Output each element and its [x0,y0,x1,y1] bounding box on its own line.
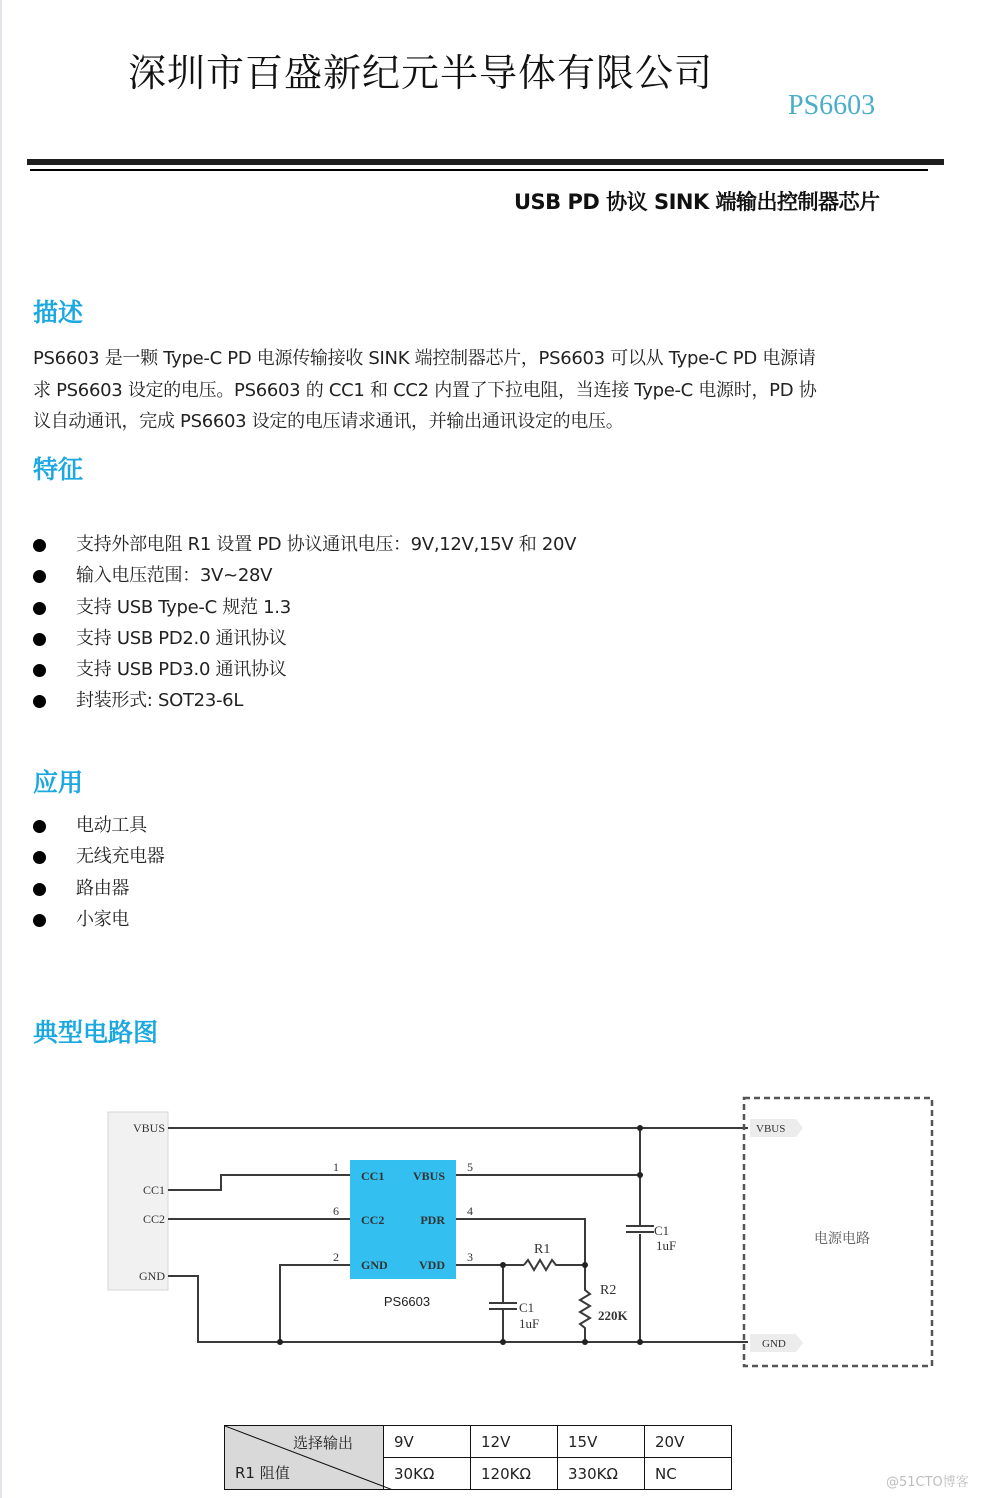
c1-small-value: 1uF [519,1316,540,1331]
c1-big-value: 1uF [656,1238,677,1253]
chip-pin-label: VDD [419,1258,445,1272]
chip-pin-label: PDR [420,1213,445,1227]
header-rule-thick [27,159,944,165]
section-title-applications: 应用 [33,768,84,797]
pin-number: 1 [333,1160,339,1174]
page-left-edge [0,0,2,1498]
c1-small-label: C1 [519,1300,535,1315]
chip-pin-label: GND [361,1258,388,1272]
pin-number: 6 [333,1204,339,1218]
section-title-description: 描述 [33,298,84,327]
connector-pin-label: CC2 [142,1212,165,1226]
bullet-icon [33,633,46,646]
pin-number: 2 [333,1250,339,1264]
connector-pin-label: VBUS [132,1121,165,1135]
r1-value-cell: 330KΩ [558,1458,645,1490]
description-line: PS6603 是一颗 Type-C PD 电源传输接收 SINK 端控制器芯片，PS6603 可以从 Type-C PD 电源请 [33,348,816,369]
r1-value-cell: 120KΩ [471,1458,558,1490]
power-block-label: 电源电路 [814,1231,870,1247]
bullet-icon [33,602,46,615]
chip-pin-label: VBUS [412,1169,445,1183]
connector-pin-label: GND [139,1269,165,1283]
r1-value-cell: 30KΩ [384,1458,471,1490]
r1-label: R1 [534,1242,551,1257]
connector-pin-label: CC1 [142,1183,165,1197]
output-voltage-cell: 15V [558,1426,645,1458]
pin-number: 5 [467,1160,473,1174]
bullet-icon [33,539,46,552]
section-title-circuit: 典型电路图 [33,1018,159,1047]
corner-bottom-label: R1 阻值 [235,1464,290,1482]
description-line: 议自动通讯，完成 PS6603 设定的电压请求通讯，并输出通讯设定的电压。 [33,411,624,432]
section-title-features: 特征 [33,455,84,484]
pin-number: 3 [467,1250,473,1264]
company-name: 深圳市百盛新纪元半导体有限公司 [128,51,714,95]
chip-pin-label: CC1 [361,1169,385,1183]
corner-top-label: 选择输出 [292,1434,353,1452]
table-row [225,1426,732,1458]
table-corner-header [225,1426,384,1490]
typec-connector-box [108,1112,168,1290]
r1-selection-table [224,1425,732,1490]
r2-label: R2 [600,1283,617,1298]
part-number: PS6603 [788,90,876,121]
r2-value: 220K [598,1308,628,1323]
bullet-icon [33,883,46,896]
document-subtitle: USB PD 协议 SINK 端输出控制器芯片 [514,190,880,214]
description-line: 求 PS6603 设定的电压。PS6603 的 CC1 和 CC2 内置了下拉电阻，当连接 Type-C 电源时，PD 协 [33,379,817,401]
vbus-net-tag-label: VBUS [756,1123,786,1135]
bullet-icon [33,820,46,833]
chip-name-label: PS6603 [383,1294,431,1309]
chip-pin-label: CC2 [361,1213,385,1227]
output-voltage-cell: 20V [645,1426,732,1458]
bullet-icon [33,570,46,583]
r1-value-cell: NC [645,1458,732,1490]
output-voltage-cell: 9V [384,1426,471,1458]
bullet-icon [33,695,46,708]
header-rule-thin [30,169,928,171]
bullet-icon [33,914,46,927]
description-paragraph [33,343,923,438]
gnd-net-tag-label: GND [762,1338,786,1350]
c1-big-label: C1 [654,1223,670,1238]
output-voltage-cell: 12V [471,1426,558,1458]
watermark: @51CTO博客 [886,1475,969,1490]
bullet-icon [33,664,46,677]
bullet-icon [33,851,46,864]
pin-number: 4 [467,1204,473,1218]
